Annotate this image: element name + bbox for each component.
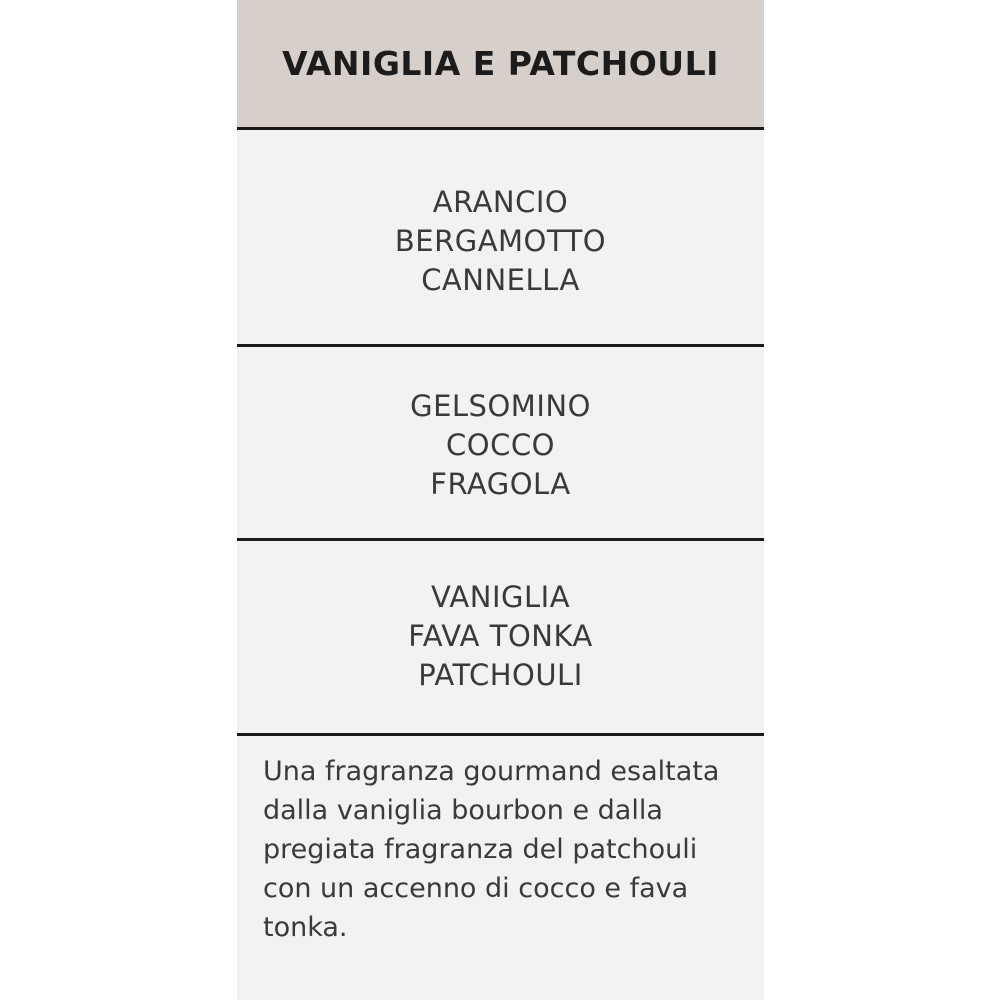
- base-note: FAVA TONKA: [408, 619, 593, 653]
- base-notes: [237, 578, 764, 695]
- title-banner: [237, 0, 764, 127]
- heart-note: GELSOMINO: [410, 389, 591, 423]
- fragrance-card: [237, 0, 764, 1000]
- heart-note: FRAGOLA: [430, 467, 571, 501]
- base-note: VANIGLIA: [430, 580, 571, 614]
- top-notes: [237, 183, 764, 300]
- base-note: PATCHOULI: [418, 658, 583, 692]
- fragrance-description: Una fragranza gourmand esaltata dalla vaniglia bourbon e dalla pregiata fragranza del patchouli con un accenno di cocco e fava tonka.: [263, 756, 720, 943]
- top-note: BERGAMOTTO: [394, 224, 607, 258]
- top-note: ARANCIO: [432, 185, 569, 219]
- divider: [237, 538, 764, 541]
- divider: [237, 733, 764, 736]
- product-title: VANIGLIA E PATCHOULI: [282, 44, 719, 83]
- divider: [237, 344, 764, 347]
- heart-notes: [237, 387, 764, 504]
- divider: [237, 127, 764, 130]
- top-note: CANNELLA: [421, 263, 580, 297]
- heart-note: COCCO: [446, 428, 555, 462]
